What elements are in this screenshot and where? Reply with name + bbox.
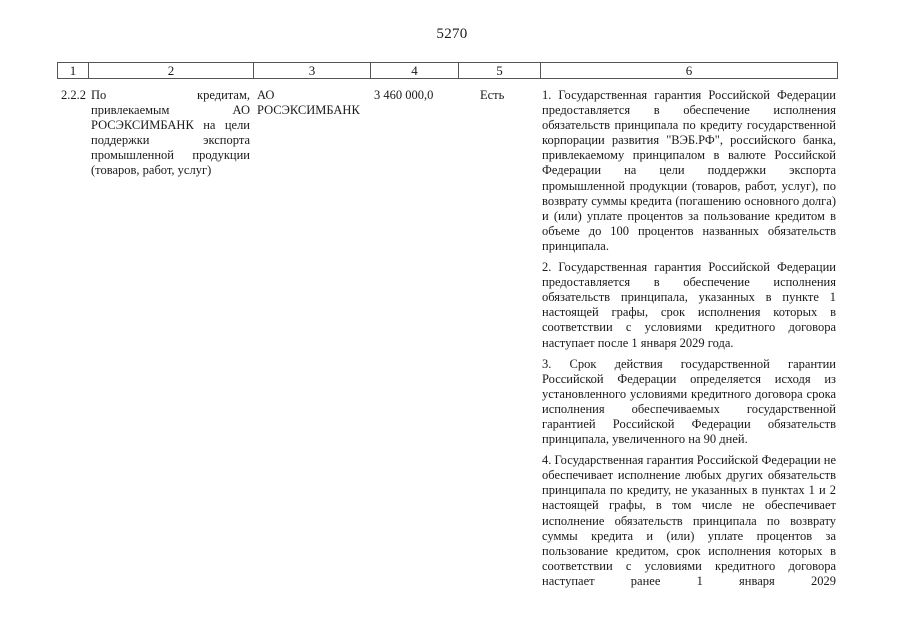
header-col-2: 2	[89, 63, 254, 78]
guarantee-purpose	[91, 88, 250, 179]
purpose-line: привлекаемым АО	[91, 103, 250, 118]
table-header-row	[57, 62, 838, 79]
condition-paragraph-3: 3. Срок действия государственной гарантии Российской Федерации определяется исходя из установленного условиями кредитного договора срока исполнения обеспечиваемых государственной гарантией Российской Федерации обязательств принципала, увеличенного на 90 дней.	[542, 356, 836, 447]
condition-paragraph-1: 1. Государственная гарантия Российской Федерации предоставляется в обеспечение исполнения обязательств принципала по кредиту государственной корпорации развития "ВЭБ.РФ", российского банка, привлекаемому принципалом в валюте Российской Федерации на цели поддержки экспорта промышленной продукции (товаров, работ, услуг), по возврату суммы кредита (погашению основного долга) и (или) уплате процентов за пользование кредитом в объеме до 100 процентов названных обязательств принципала.	[542, 88, 836, 253]
purpose-line: РОСЭКСИМБАНК на цели	[91, 118, 250, 133]
header-col-5: 5	[459, 63, 541, 78]
row-number: 2.2.2	[61, 88, 86, 102]
purpose-line: поддержки экспорта	[91, 133, 250, 148]
recourse-right: Есть	[480, 88, 505, 102]
guarantee-conditions	[542, 88, 836, 595]
purpose-line: промышленной продукции	[91, 148, 250, 163]
purpose-line: По кредитам,	[91, 88, 250, 102]
page-number: 5270	[436, 26, 468, 42]
header-col-4: 4	[371, 63, 459, 78]
guarantee-amount: 3 460 000,0	[374, 88, 434, 102]
header-col-3: 3	[254, 63, 371, 78]
purpose-line: (товаров, работ, услуг)	[91, 163, 212, 178]
header-col-1: 1	[58, 63, 89, 78]
condition-paragraph-2: 2. Государственная гарантия Российской Федерации предоставляется в обеспечение исполнения обязательств принципала, указанных в пункте 1 настоящей графы, срок исполнения которых в соответствии с условиями кредитного договора наступает после 1 января 2029 года.	[542, 260, 836, 350]
header-col-6: 6	[685, 63, 693, 78]
principal-name: АО РОСЭКСИМБАНК	[257, 88, 360, 118]
condition-paragraph-4: 4. Государственная гарантия Российской Федерации не обеспечивает исполнение любых других обязательств принципала по кредиту, не указанных в пунктах 1 и 2 настоящей графы, в том числе не обеспечивает исполнение обязательств принципала по возврату суммы кредита и (или) уплате процентов за пользование кредитом, срок исполнения которых в соответствии с условиями кредитного договора наступает ранее 1 января 2029	[542, 453, 836, 588]
